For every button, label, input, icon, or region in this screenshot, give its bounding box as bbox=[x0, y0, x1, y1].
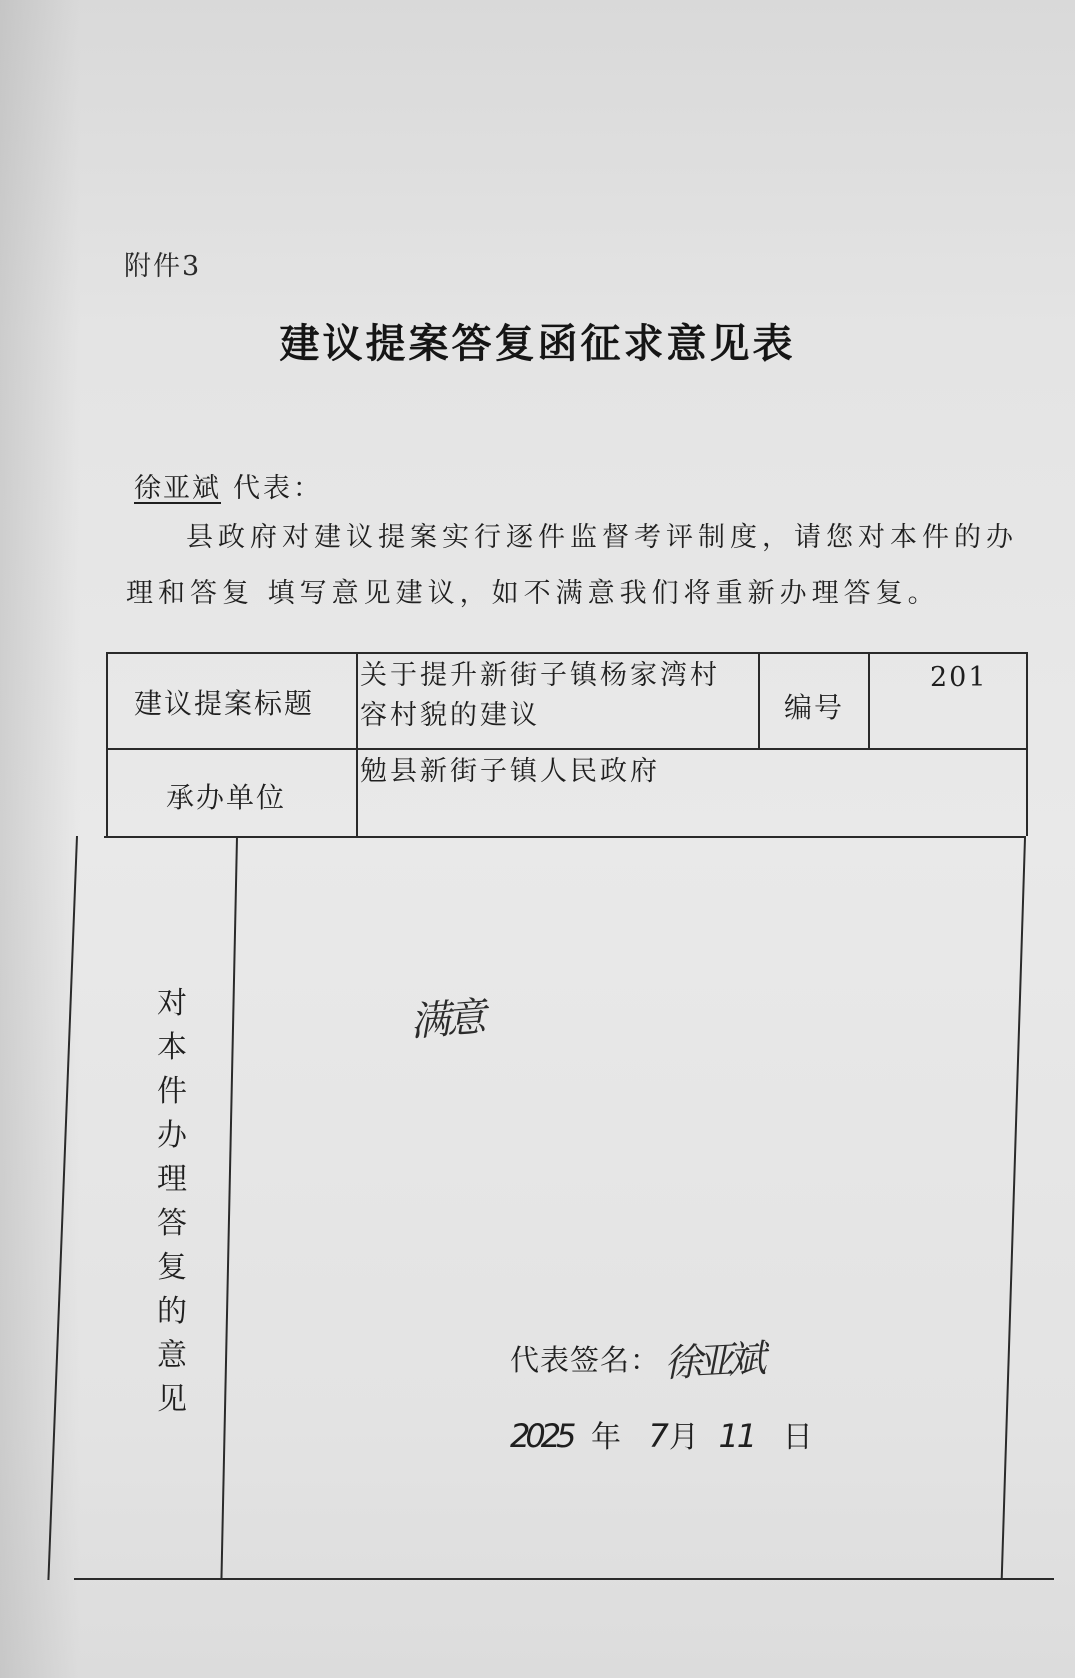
representative-signature: 徐亚斌 bbox=[663, 1336, 762, 1386]
signature-date bbox=[510, 1412, 813, 1456]
salutation-suffix: 代表： bbox=[233, 473, 323, 504]
date-day-unit: 日 bbox=[782, 1420, 813, 1455]
number-value-left-line bbox=[868, 652, 870, 749]
proposal-title-label: 建议提案标题 bbox=[134, 687, 315, 720]
opinion-form-table bbox=[104, 652, 1028, 1582]
signature-label: 代表签名： bbox=[510, 1343, 661, 1377]
number-value: 201 bbox=[930, 662, 988, 693]
opinion-label-vertical: 对本件办理答复的意见 bbox=[157, 986, 187, 1417]
label-column-line bbox=[356, 652, 358, 838]
handwritten-opinion: 满意 bbox=[408, 994, 484, 1046]
date-year: 2025 bbox=[510, 1417, 572, 1455]
date-day: 11 bbox=[718, 1417, 756, 1455]
table-border-top bbox=[106, 652, 1028, 654]
attachment-label: 附件3 bbox=[124, 251, 202, 282]
salutation bbox=[134, 466, 323, 505]
proposal-title-line2: 容村貌的建议 bbox=[360, 700, 540, 731]
table-border-right-lower bbox=[1001, 838, 1026, 1580]
number-label-left-line bbox=[758, 652, 760, 749]
page-shadow bbox=[0, 0, 80, 1678]
opinion-label-column-line bbox=[220, 837, 238, 1580]
proposal-title-line1: 关于提升新街子镇杨家湾村 bbox=[360, 660, 720, 691]
table-border-left-top bbox=[106, 652, 108, 837]
handling-unit-label: 承办单位 bbox=[166, 781, 287, 814]
number-label: 编号 bbox=[784, 691, 845, 724]
table-border-right bbox=[1026, 652, 1028, 836]
document-title: 建议提案答复函征求意见表 bbox=[279, 321, 796, 367]
date-month: 7 bbox=[648, 1417, 669, 1455]
date-year-unit: 年 bbox=[590, 1420, 621, 1455]
row2-bottom-line bbox=[104, 836, 1026, 838]
row1-bottom-line bbox=[106, 748, 1028, 750]
representative-name: 徐亚斌 bbox=[134, 473, 221, 504]
handling-unit-value: 勉县新街子镇人民政府 bbox=[360, 756, 660, 787]
date-month-unit: 月 bbox=[668, 1420, 699, 1455]
intro-paragraph: 县政府对建议提案实行逐件监督考评制度，请您对本件的办理和答复 填写意见建议，如不满意我们将重新办理答复。 bbox=[126, 522, 1018, 609]
